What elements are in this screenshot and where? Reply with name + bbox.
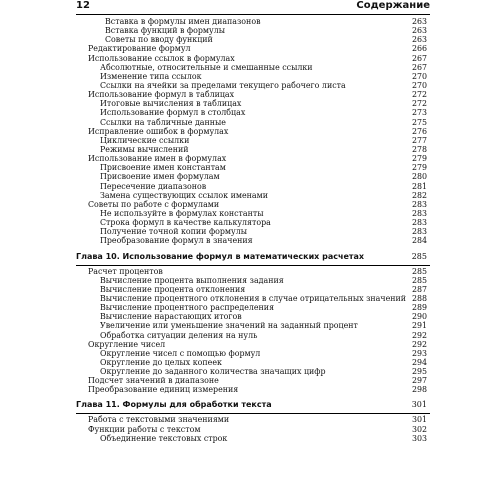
toc-entry [76,200,430,209]
toc-entry-page: 276 [411,126,427,136]
toc-entry [76,285,430,294]
toc-entry-title: Использование имен в формулах [88,154,227,164]
toc-entry-title: Советы по вводу функций [105,35,213,45]
toc-entry-page: 284 [411,236,427,246]
toc-entry-page: 279 [411,163,427,173]
toc-entry-title: Вычисление процентного распределения [100,303,275,313]
toc-entry [76,145,430,154]
toc-entry [76,415,430,424]
toc-entry-title: Итоговые вычисления в таблицах [100,99,242,109]
toc-entry [76,163,430,172]
toc-entry [76,425,430,434]
toc-entry [76,136,430,145]
toc-entry-page: 267 [411,62,427,72]
toc-entry-title: Замена существующих ссылок именами [100,190,269,200]
toc-entry-page: 301 [411,415,427,425]
toc-entry [76,367,430,376]
toc-entry-title: Вычисление процента отклонения [100,284,246,294]
toc-entry [76,385,430,394]
toc-entry-page: 278 [411,144,427,154]
chapter-page-number: 285 [411,251,427,261]
toc-entry-title: Функции работы с текстом [88,424,201,434]
toc-entry-title: Вставка в формулы имен диапазонов [105,17,261,26]
toc-entry-title: Редактирование формул [88,44,191,54]
toc-entry [76,35,430,44]
toc-entry [76,349,430,358]
toc-entry-title: Использование формул в таблицах [88,90,235,100]
toc-entry-page: 288 [411,293,427,303]
toc-entry-page: 282 [411,190,427,200]
toc-entry-title: Округление до целых копеек [100,357,222,367]
toc-entry [76,267,430,276]
toc-entry-page: 287 [411,284,427,294]
chapter-title: Глава 11. Формулы для обработки текста [76,400,272,410]
toc-entry-title: Советы по работе с формулами [88,199,220,209]
toc-entry-title: Расчет процентов [88,266,163,276]
toc-entry-title: Увеличение или уменьшение значений на заданный процент [100,321,358,331]
toc-entry-title: Пересечение диапазонов [100,181,207,191]
toc-entry-page: 294 [411,357,427,367]
toc-entry [76,182,430,191]
toc-entry [76,17,430,26]
toc-entry-page: 283 [411,227,427,237]
chapter-title: Глава 10. Использование формул в математических расчетах [76,251,365,261]
toc-entry-page: 270 [411,71,427,81]
toc-entry-page: 295 [411,367,427,377]
toc-entry [76,276,430,285]
toc-entry [76,154,430,163]
toc-entry [76,227,430,236]
toc-entry-page: 298 [411,385,427,395]
toc-entry-title: Работа с текстовыми значениями [88,415,230,425]
toc-entry [76,376,430,385]
toc-entry-page: 297 [411,376,427,386]
toc-entry-title: Подсчет значений в диапазоне [88,376,219,386]
toc-entry-title: Абсолютные, относительные и смешанные ссылки [100,62,313,72]
toc-entry-title: Не используйте в формулах константы [100,208,264,218]
toc-entry-page: 292 [411,330,427,340]
toc-entry-page: 263 [411,26,427,36]
toc-entry-page: 302 [411,424,427,434]
toc-entry-title: Округление до заданного количества значащих цифр [100,367,326,377]
toc-entry-title: Исправление ошибок в формулах [88,126,229,136]
toc-entry-page: 285 [411,266,427,276]
toc-entry [76,90,430,99]
toc-entry-page: 292 [411,339,427,349]
toc-entry [76,209,430,218]
toc-entry-title: Преобразование единиц измерения [88,385,239,395]
toc-chapter-heading [76,399,430,411]
toc-entry-page: 281 [411,181,427,191]
toc-entry [76,434,430,443]
toc-entry-title: Вычисление процента выполнения задания [100,275,284,285]
running-title: Содержание [356,0,430,11]
toc-entry [76,236,430,245]
toc-entry-page: 272 [411,99,427,109]
toc-entry [76,358,430,367]
toc-entry [76,218,430,227]
toc-entry-title: Объединение текстовых строк [100,433,228,443]
toc-entry-title: Вычисление процентного отклонения в случае отрицательных значений [100,293,407,303]
toc-entry [76,81,430,90]
toc-entry-title: Присвоение имен формулам [100,172,220,182]
toc-entry-page: 263 [411,35,427,45]
toc-entry [76,118,430,127]
toc-entry [76,127,430,136]
toc-entry-title: Преобразование формул в значения [100,236,253,246]
toc-entry-page: 267 [411,53,427,63]
toc-entry [76,321,430,330]
toc-entry-title: Получение точной копии формулы [100,227,247,237]
page-header [76,0,430,15]
toc-entry-title: Округление чисел с помощью формул [100,348,261,358]
toc-entry [76,72,430,81]
table-of-contents [76,17,430,443]
toc-entry [76,340,430,349]
toc-entry-title: Присвоение имен константам [100,163,226,173]
toc-entry [76,108,430,117]
toc-entry [76,303,430,312]
toc-entry-title: Вставка функций в формулы [105,26,225,36]
toc-entry-title: Строка формул в качестве калькулятора [100,218,271,228]
toc-entry-title: Использование ссылок в формулах [88,53,235,63]
toc-entry-page: 303 [411,433,427,443]
toc-entry-title: Ссылки на ячейки за пределами текущего рабочего листа [100,80,346,90]
toc-entry-title: Обработка ситуации деления на нуль [100,330,258,340]
toc-entry-page: 283 [411,218,427,228]
toc-entry-page: 275 [411,117,427,127]
toc-entry-page: 291 [411,321,427,331]
toc-chapter-heading [76,251,430,263]
toc-entry [76,331,430,340]
toc-entry-title: Использование формул в столбцах [100,108,246,118]
toc-entry-title: Округление чисел [88,339,166,349]
toc-entry-page: 285 [411,275,427,285]
toc-entry [76,172,430,181]
chapter-page-number: 301 [411,400,427,410]
toc-entry-page: 263 [411,17,427,26]
toc-entry [76,191,430,200]
toc-entry-title: Режимы вычислений [100,144,189,154]
toc-entry [76,26,430,35]
page-number: 12 [76,0,90,11]
toc-entry-page: 293 [411,348,427,358]
toc-entry-page: 272 [411,90,427,100]
toc-entry-page: 283 [411,208,427,218]
toc-entry [76,312,430,321]
toc-entry-page: 283 [411,199,427,209]
toc-entry-page: 277 [411,135,427,145]
toc-entry-title: Изменение типа ссылок [100,71,202,81]
toc-entry [76,294,430,303]
toc-entry-page: 270 [411,80,427,90]
toc-entry [76,99,430,108]
toc-entry-title: Циклические ссылки [100,135,190,145]
toc-entry-page: 290 [411,312,427,322]
toc-entry-page: 279 [411,154,427,164]
toc-entry-page: 280 [411,172,427,182]
toc-entry [76,54,430,63]
toc-entry [76,44,430,53]
toc-entry [76,63,430,72]
toc-entry-title: Ссылки на табличные данные [100,117,226,127]
toc-entry-title: Вычисление нарастающих итогов [100,312,242,322]
toc-entry-page: 266 [411,44,427,54]
toc-entry-page: 289 [411,303,427,313]
toc-entry-page: 273 [411,108,427,118]
